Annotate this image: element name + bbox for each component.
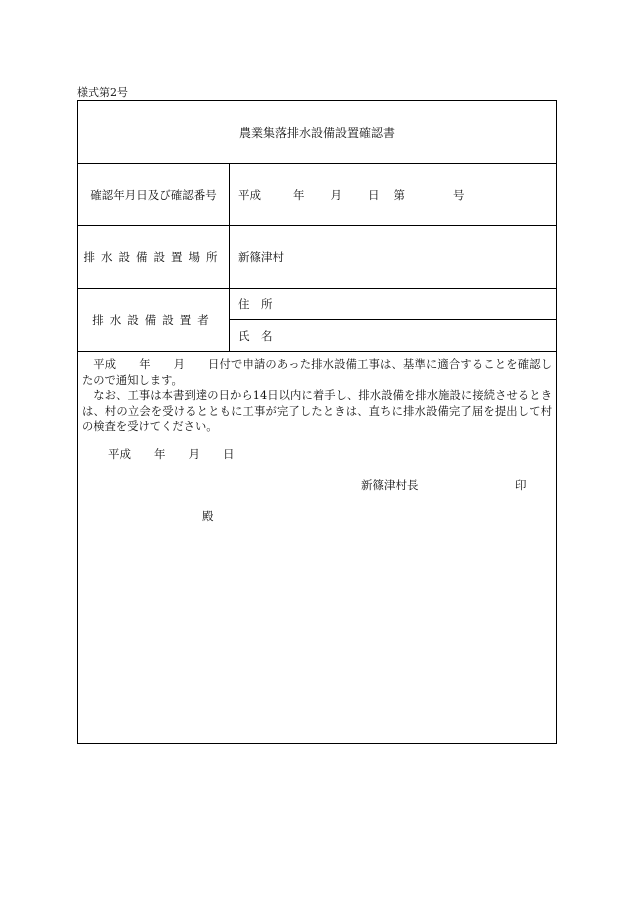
location-label: 排水設備設置場所 [78, 226, 230, 288]
notice-body [82, 357, 552, 435]
installer-label: 排水設備設置者 [78, 289, 230, 351]
seal-mark: 印 [515, 478, 527, 492]
installer-row [78, 289, 556, 352]
year-unit: 年 [293, 187, 305, 202]
month-unit: 月 [330, 187, 342, 202]
number-suffix: 号 [453, 187, 465, 202]
era-text: 平成 [238, 187, 261, 202]
form-number: 様式第2号 [77, 86, 128, 99]
confirmation-value [238, 164, 465, 225]
number-prefix: 第 [393, 187, 405, 202]
notice-paragraph-1: 平成 年 月 日付で申請のあった排水設備工事は、基準に適合することを確認したので通知します。 [82, 358, 552, 387]
address-field: 住 所 [230, 289, 556, 320]
title-row [78, 101, 556, 164]
confirmation-label: 確認年月日及び確認番号 [78, 164, 230, 225]
location-value: 新篠津村 [238, 250, 284, 264]
location-row [78, 226, 556, 289]
certificate-frame [77, 100, 557, 744]
addressee-suffix: 殿 [202, 509, 214, 523]
issue-date: 平成 年 月 日 [108, 447, 235, 461]
name-field: 氏 名 [238, 329, 273, 343]
document-title: 農業集落排水設備設置確認書 [238, 125, 395, 140]
confirmation-row [78, 164, 556, 226]
issuer-name: 新篠津村長 [361, 478, 419, 492]
day-unit: 日 [368, 187, 380, 202]
notice-paragraph-2: なお、工事は本書到達の日から14日以内に着手し、排水設備を排水施設に接続させるときは、村の立会を受けるとともに工事が完了したときは、直ちに排水設備完了届を提出して村の検査を受けてください。 [82, 389, 552, 433]
